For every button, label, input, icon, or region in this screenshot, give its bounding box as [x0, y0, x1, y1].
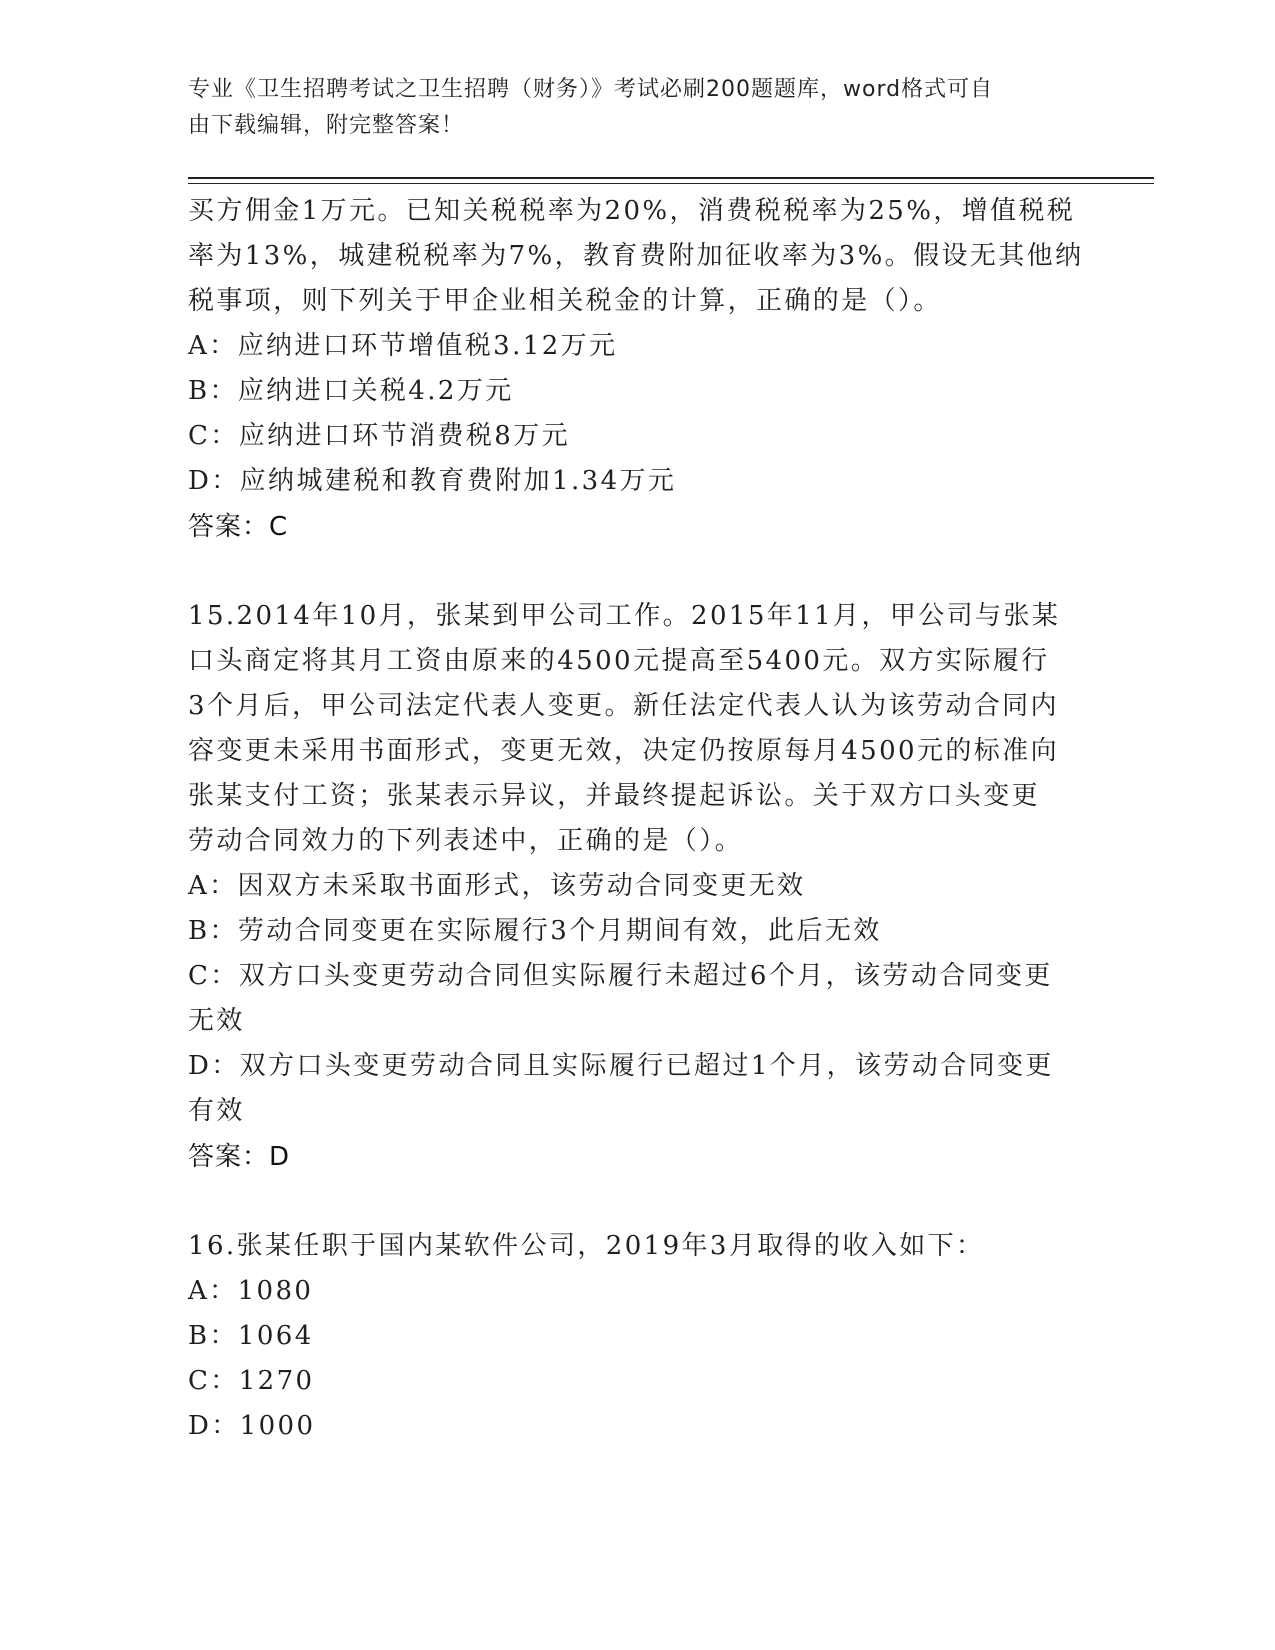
option-b: B：劳动合同变更在实际履行3个月期间有效，此后无效 — [188, 916, 882, 946]
header-divider-thin — [188, 183, 1154, 184]
question-stem-line: 买方佣金1万元。已知关税税率为20%，消费税税率为25%，增值税税 — [188, 196, 1076, 226]
question-stem-line: 16.张某任职于国内某软件公司，2019年3月取得的收入如下： — [188, 1231, 985, 1261]
question-stem-line: 15.2014年10月，张某到甲公司工作。2015年11月，甲公司与张某 — [188, 601, 1061, 631]
option-c: C：应纳进口环节消费税8万元 — [188, 421, 571, 451]
answer-label: 答案：C — [188, 512, 289, 542]
question-stem-line: 张某支付工资；张某表示异议，并最终提起诉讼。关于双方口头变更 — [188, 781, 1041, 811]
option-d: D：1000 — [188, 1411, 316, 1441]
option-d-continued: 有效 — [188, 1096, 245, 1126]
question-spacer — [188, 550, 1088, 594]
option-d: D：双方口头变更劳动合同且实际履行已超过1个月，该劳动合同变更 — [188, 1051, 1054, 1081]
question-stem-line: 3个月后，甲公司法定代表人变更。新任法定代表人认为该劳动合同内 — [188, 691, 1059, 721]
question-spacer — [188, 1180, 1088, 1224]
option-a: A：因双方未采取书面形式，该劳动合同变更无效 — [188, 871, 806, 901]
question-15 — [188, 594, 1088, 1180]
question-16 — [188, 1224, 1088, 1449]
option-b: B：应纳进口关税4.2万元 — [188, 376, 514, 406]
answer-label: 答案：D — [188, 1142, 291, 1172]
option-a: A：应纳进口环节增值税3.12万元 — [188, 331, 618, 361]
question-stem-line: 税事项，则下列关于甲企业相关税金的计算，正确的是（）。 — [188, 286, 942, 316]
document-body — [188, 189, 1088, 1449]
question-stem-line: 率为13%，城建税税率为7%，教育费附加征收率为3%。假设无其他纳 — [188, 241, 1084, 271]
option-d: D：应纳城建税和教育费附加1.34万元 — [188, 466, 677, 496]
option-a: A：1080 — [188, 1276, 314, 1306]
document-header — [188, 72, 1088, 144]
header-line-2: 由下载编辑，附完整答案！ — [188, 113, 465, 138]
header-line-1: 专业《卫生招聘考试之卫生招聘（财务）》考试必刷200题题库，word格式可自 — [188, 77, 994, 102]
question-stem-line: 容变更未采用书面形式，变更无效，决定仍按原每月4500元的标准向 — [188, 736, 1059, 766]
option-b: B：1064 — [188, 1321, 314, 1351]
question-stem-line: 口头商定将其月工资由原来的4500元提高至5400元。双方实际履行 — [188, 646, 1050, 676]
question-14 — [188, 189, 1088, 550]
option-c: C：1270 — [188, 1366, 315, 1396]
header-divider-thick — [188, 177, 1154, 179]
option-c-continued: 无效 — [188, 1006, 245, 1036]
question-stem-line: 劳动合同效力的下列表述中，正确的是（）。 — [188, 826, 744, 856]
option-c: C：双方口头变更劳动合同但实际履行未超过6个月，该劳动合同变更 — [188, 961, 1053, 991]
